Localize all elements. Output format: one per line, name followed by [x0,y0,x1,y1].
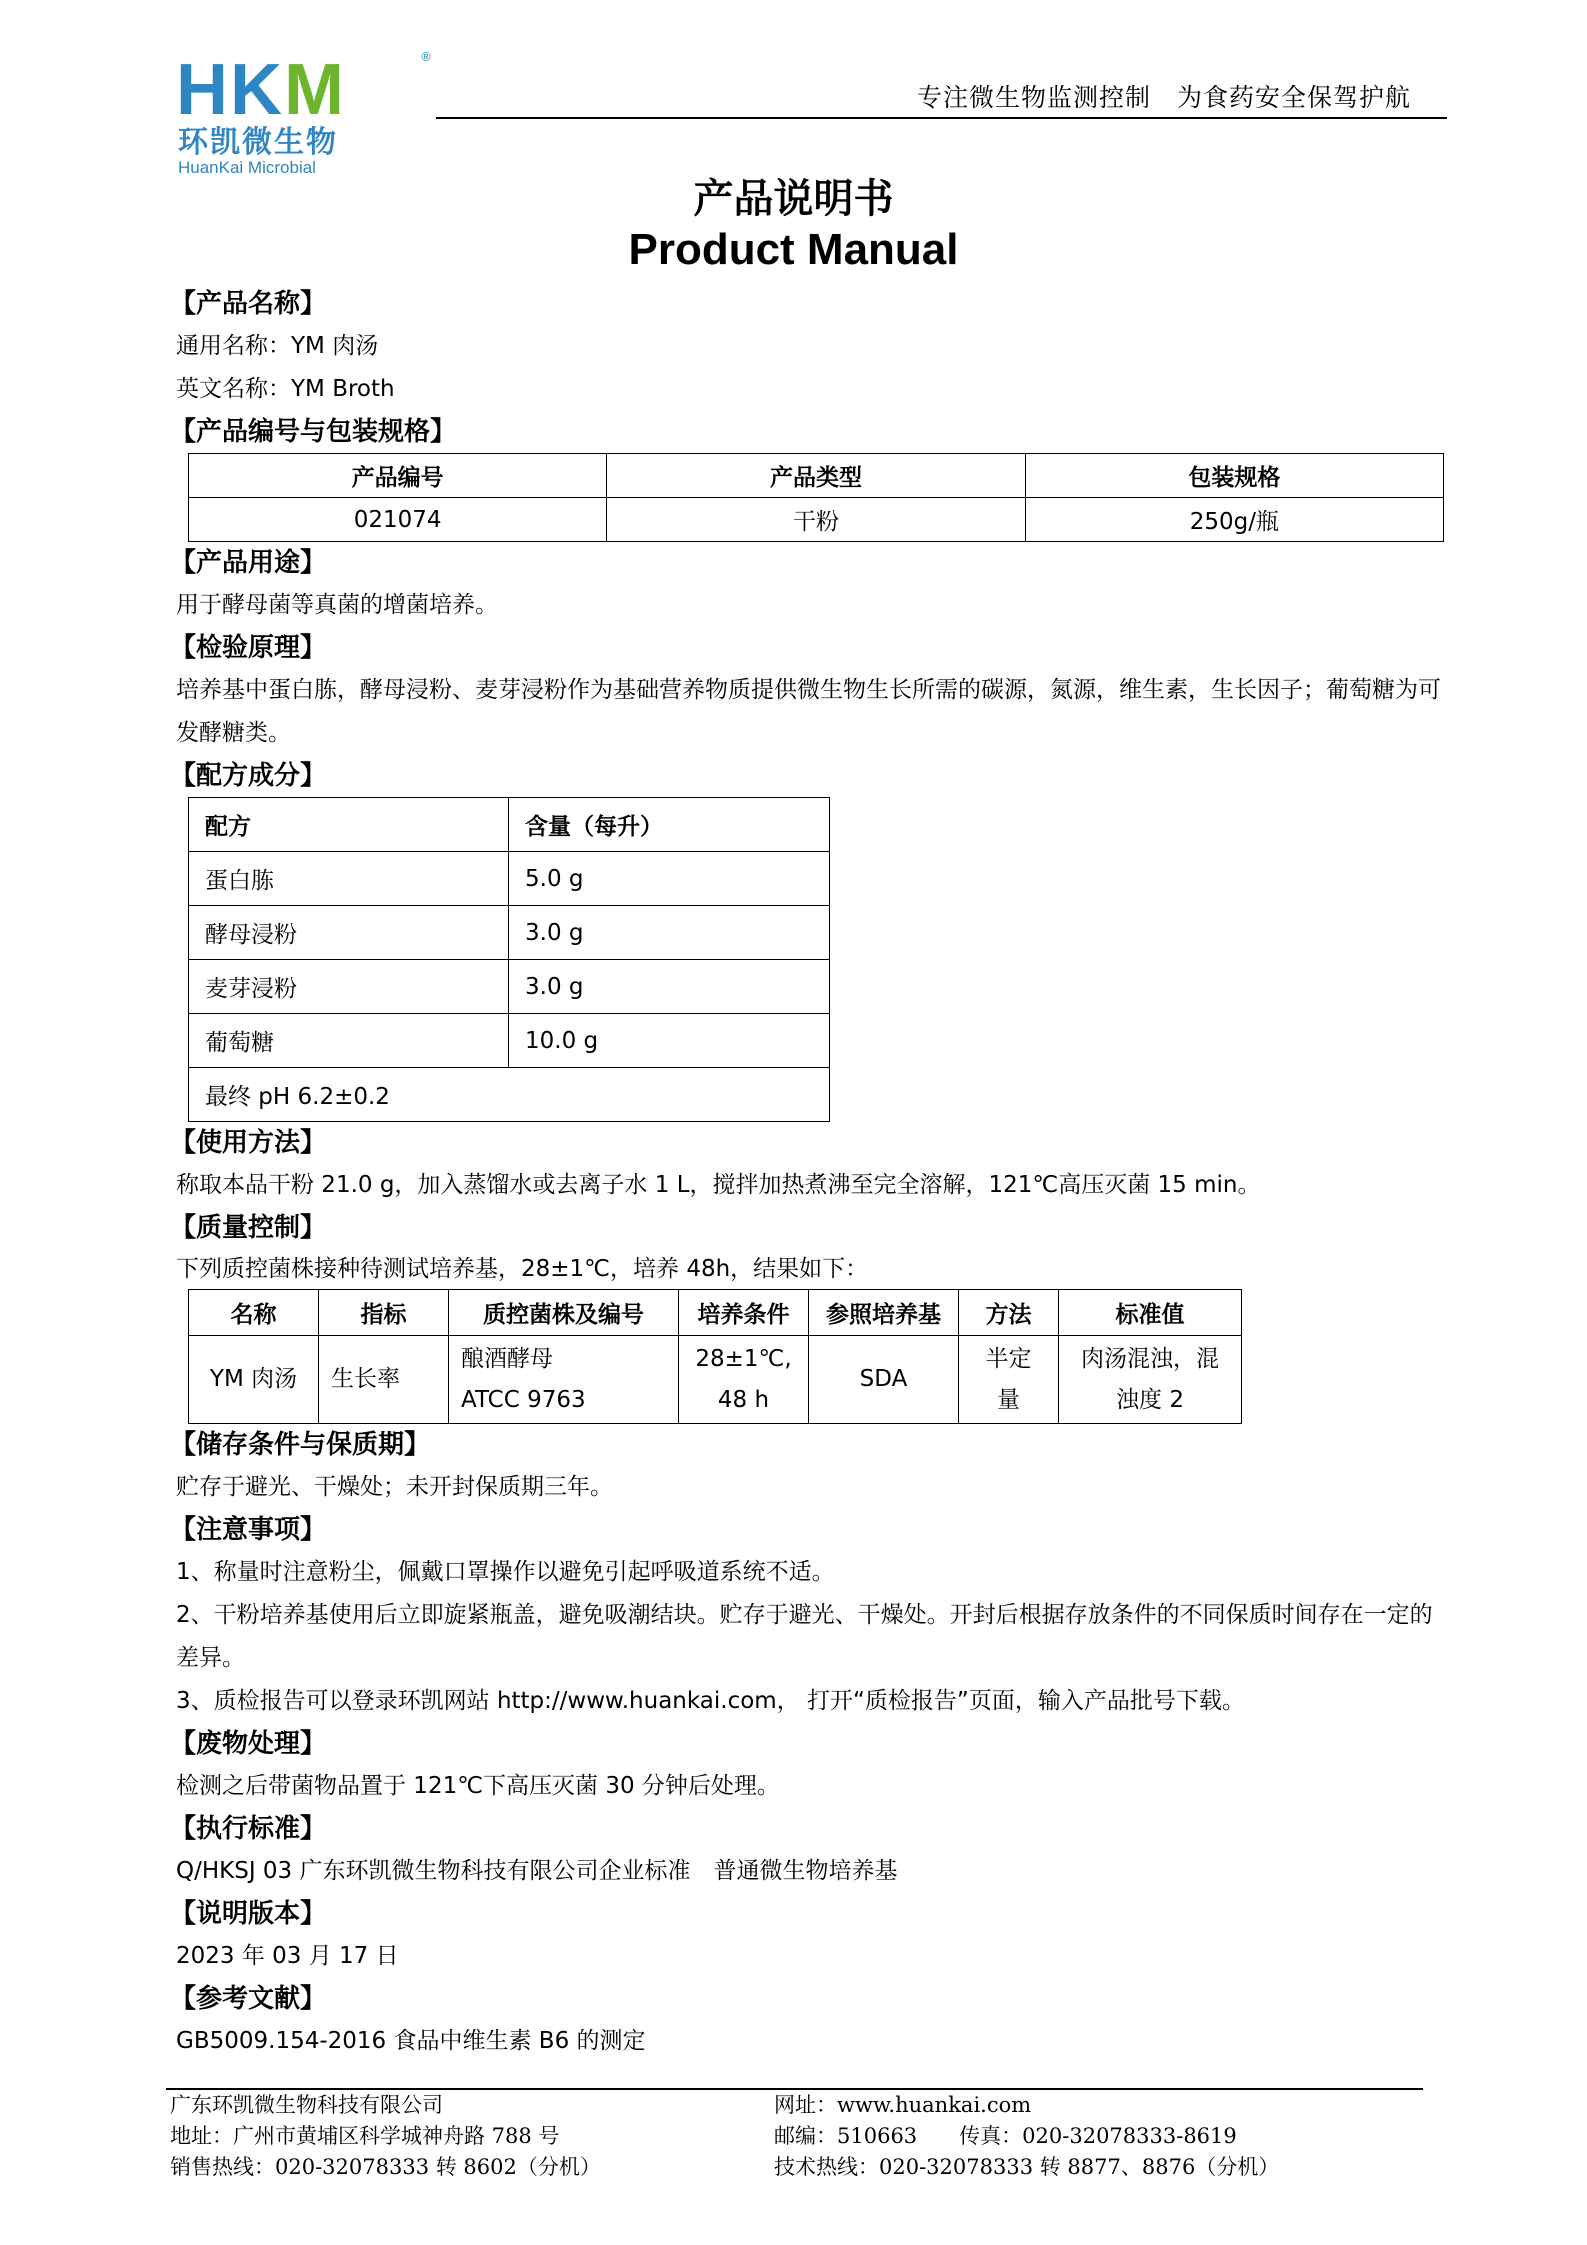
product-code: 021074 [189,498,607,542]
amount: 3.0 g [509,960,830,1014]
section-heading-method: 【使用方法】 [170,1128,327,1158]
english-name: 英文名称：YM Broth [176,376,395,402]
package-spec: 250g/瓶 [1025,498,1443,542]
table-header: 产品类型 [607,454,1025,498]
section-heading-formula: 【配方成分】 [170,761,327,791]
footer-right [774,2090,1279,2183]
section-heading-principle: 【检验原理】 [170,633,327,663]
amount: 5.0 g [509,852,830,906]
code-table [188,453,1444,542]
footer-postal-fax: 邮编：510663 传真：020-32078333-8619 [774,2124,1237,2148]
footer-sales: 销售热线：020-32078333 转 8602（分机） [170,2155,601,2179]
header-rule [436,117,1447,119]
table-header: 培养条件 [679,1290,809,1336]
waste-text: 检测之后带菌物品置于 121℃下高压灭菌 30 分钟后处理。 [176,1773,780,1799]
qc-strain: 酿酒酵母 ATCC 9763 [449,1336,679,1424]
table-header: 指标 [319,1290,449,1336]
formula-table [188,797,830,1122]
qc-condition: 28±1℃, 48 h [679,1336,809,1424]
note-item: 2、干粉培养基使用后立即旋紧瓶盖，避免吸潮结块。贮存于避光、干燥处。开封后根据存放条件的不同保质时间存在一定的差异。 [176,1602,1433,1671]
standard-text: Q/HKSJ 03 广东环凯微生物科技有限公司企业标准 普通微生物培养基 [176,1858,898,1884]
footer-company: 广东环凯微生物科技有限公司 [170,2093,443,2117]
section-heading-use: 【产品用途】 [170,548,327,578]
title-cn: 产品说明书 [693,176,894,222]
section-heading-name: 【产品名称】 [170,289,327,319]
amount: 10.0 g [509,1014,830,1068]
qc-name: YM 肉汤 [189,1336,319,1424]
slogan: 专注微生物监测控制 为食药安全保驾护航 [916,83,1411,112]
table-header: 方法 [959,1290,1059,1336]
table-header: 质控菌株及编号 [449,1290,679,1336]
section-heading-waste: 【废物处理】 [170,1729,327,1759]
qc-standard: 肉汤混浊，混 浊度 2 [1059,1336,1242,1424]
logo-mark: HKM [176,50,346,130]
section-heading-notes: 【注意事项】 [170,1515,327,1545]
product-type: 干粉 [607,498,1025,542]
section-heading-qc: 【质量控制】 [170,1213,327,1243]
logo-cn: 环凯微生物 [178,125,338,160]
section-heading-code: 【产品编号与包装规格】 [170,417,457,447]
common-name: 通用名称：YM 肉汤 [176,333,379,359]
manual-body [170,283,1448,2063]
table-header: 含量（每升） [509,798,830,852]
version-text: 2023 年 03 月 17 日 [176,1943,399,1969]
method-text: 称取本品干粉 21.0 g，加入蒸馏水或去离子水 1 L，搅拌加热煮沸至完全溶解，121℃高压灭菌 15 min。 [176,1172,1261,1198]
refs-text: GB5009.154-2016 食品中维生素 B6 的测定 [176,2028,646,2054]
note-item: 3、质检报告可以登录环凯网站 http://www.huankai.com， 打开“质检报告”页面，输入产品批号下载。 [176,1688,1245,1714]
logo-en: HuanKai Microbial [178,158,316,177]
footer-website[interactable]: 网址：www.huankai.com [774,2093,1032,2117]
principle-text: 培养基中蛋白胨，酵母浸粉、麦芽浸粉作为基础营养物质提供微生物生长所需的碳源，氮源，维生素，生长因子；葡萄糖为可发酵糖类。 [176,677,1441,746]
qc-reference-medium: SDA [809,1336,959,1424]
final-ph: 最终 pH 6.2±0.2 [189,1068,830,1122]
table-header: 标准值 [1059,1290,1242,1336]
registered-mark: ® [420,50,432,64]
table-header: 产品编号 [189,454,607,498]
section-heading-refs: 【参考文献】 [170,1984,327,2014]
qc-index: 生长率 [319,1336,449,1424]
ingredient: 酵母浸粉 [189,906,509,960]
section-heading-standard: 【执行标准】 [170,1814,327,1844]
qc-method: 半定 量 [959,1336,1059,1424]
storage-text: 贮存于避光、干燥处；未开封保质期三年。 [176,1474,613,1500]
table-header: 参照培养基 [809,1290,959,1336]
qc-table [188,1289,1242,1424]
footer-tech: 技术热线：020-32078333 转 8877、8876（分机） [774,2155,1280,2179]
qc-intro: 下列质控菌株接种待测试培养基，28±1℃，培养 48h，结果如下： [176,1256,869,1282]
footer-address: 地址：广州市黄埔区科学城神舟路 788 号 [170,2124,560,2148]
section-heading-version: 【说明版本】 [170,1899,327,1929]
section-heading-storage: 【储存条件与保质期】 [170,1430,431,1460]
table-header: 包装规格 [1025,454,1443,498]
ingredient: 麦芽浸粉 [189,960,509,1014]
table-header: 配方 [189,798,509,852]
title-en: Product Manual [628,225,959,274]
company-logo [176,50,436,177]
use-text: 用于酵母菌等真菌的增菌培养。 [176,592,498,618]
amount: 3.0 g [509,906,830,960]
table-header: 名称 [189,1290,319,1336]
ingredient: 葡萄糖 [189,1014,509,1068]
ingredient: 蛋白胨 [189,852,509,906]
footer-left [170,2090,601,2183]
note-item: 1、称量时注意粉尘，佩戴口罩操作以避免引起呼吸道系统不适。 [176,1559,835,1585]
